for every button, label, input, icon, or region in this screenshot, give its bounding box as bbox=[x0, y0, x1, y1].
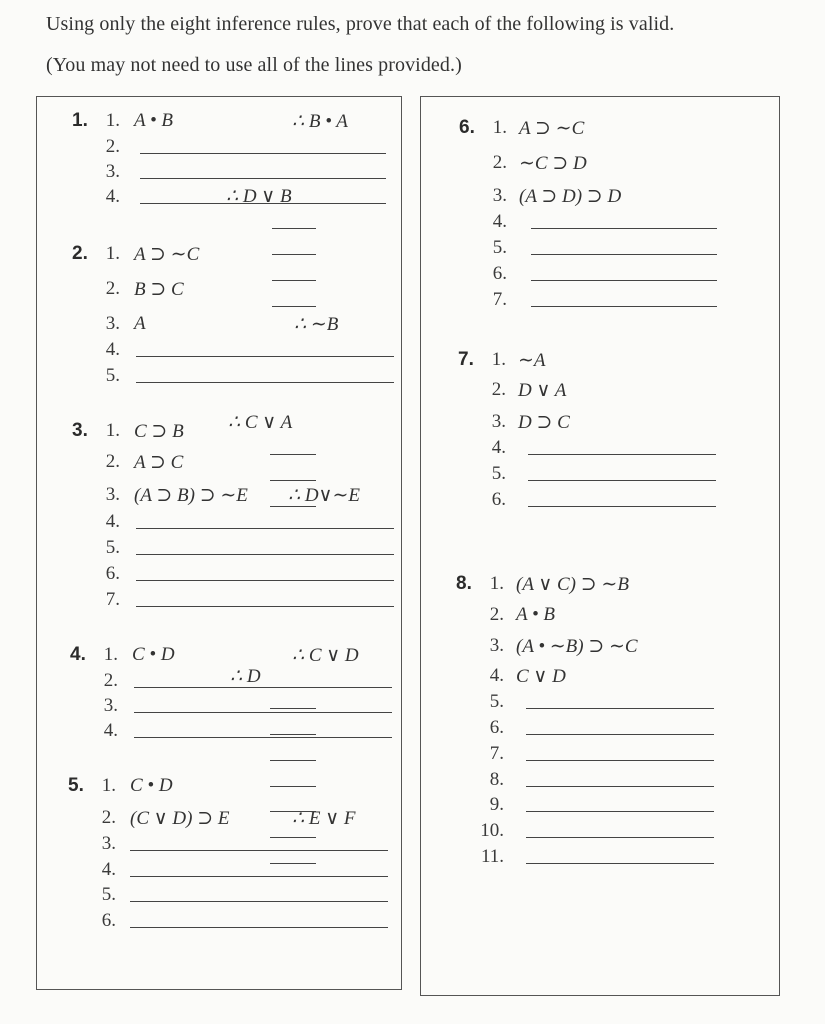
line-number: 2. bbox=[491, 379, 506, 400]
step-justification-blank[interactable] bbox=[349, 580, 386, 581]
proof-step-blank bbox=[456, 691, 786, 715]
line-number: 3. bbox=[489, 635, 504, 656]
premise-line bbox=[459, 117, 789, 141]
line-number: 1. bbox=[103, 644, 118, 665]
step-justification-blank[interactable] bbox=[272, 228, 316, 229]
premise-line bbox=[72, 484, 402, 508]
premise-text: C ⊃ B bbox=[134, 421, 184, 442]
line-number: 7. bbox=[105, 589, 120, 610]
step-justification-blank[interactable] bbox=[344, 901, 382, 902]
premise-text: A ⊃ ∼C bbox=[134, 244, 200, 265]
step-answer-blank[interactable] bbox=[140, 153, 370, 154]
instructions-line-2: (You may not need to use all of the lines provided.) bbox=[46, 54, 462, 76]
line-number: 5. bbox=[105, 365, 120, 386]
step-justification-blank[interactable] bbox=[349, 606, 386, 607]
premise-line bbox=[456, 604, 786, 628]
line-number: 1. bbox=[491, 349, 506, 370]
problem-number: 3. bbox=[72, 420, 88, 441]
premise-text: ∼C ⊃ D bbox=[519, 153, 587, 174]
proof-step-blank bbox=[72, 589, 402, 613]
line-number: 6. bbox=[492, 263, 507, 284]
step-justification-blank[interactable] bbox=[349, 382, 386, 383]
line-number: 6. bbox=[489, 717, 504, 738]
step-justification-blank[interactable] bbox=[270, 837, 316, 838]
premise-text: D ∨ A bbox=[518, 380, 567, 401]
step-answer-blank[interactable] bbox=[531, 254, 717, 255]
proof-step-blank bbox=[456, 794, 786, 818]
problem-number: 5. bbox=[68, 775, 84, 796]
premise-text: A ⊃ ∼C bbox=[519, 118, 585, 139]
line-number: 3. bbox=[105, 484, 120, 505]
premise-text: ∼A bbox=[518, 350, 546, 371]
line-number: 1. bbox=[489, 573, 504, 594]
step-justification-blank[interactable] bbox=[349, 712, 386, 713]
premise-text: (A ⊃ D) ⊃ D bbox=[519, 186, 622, 207]
proof-step-blank bbox=[68, 833, 398, 857]
line-number: 2. bbox=[105, 451, 120, 472]
problem-number: 2. bbox=[72, 243, 88, 264]
step-justification-blank[interactable] bbox=[270, 454, 316, 455]
step-justification-blank[interactable] bbox=[270, 734, 316, 735]
conclusion-text: ∴ D ∨ B bbox=[226, 186, 292, 207]
line-number: 1. bbox=[105, 110, 120, 131]
step-justification-blank[interactable] bbox=[350, 203, 386, 204]
conclusion-text: ∴ ∼B bbox=[294, 314, 339, 335]
premise-line bbox=[72, 110, 402, 134]
problem-number: 6. bbox=[459, 117, 475, 138]
line-number: 2. bbox=[105, 136, 120, 157]
premise-line bbox=[228, 411, 788, 435]
line-number: 3. bbox=[101, 833, 116, 854]
line-number: 10. bbox=[480, 820, 504, 841]
step-justification-blank[interactable] bbox=[349, 356, 386, 357]
proof-step-blank bbox=[72, 365, 402, 389]
step-answer-blank[interactable] bbox=[531, 306, 717, 307]
line-number: 7. bbox=[492, 289, 507, 310]
step-justification-blank[interactable] bbox=[350, 153, 386, 154]
step-justification-blank[interactable] bbox=[344, 850, 382, 851]
instructions-line-1: Using only the eight inference rules, prove that each of the following is valid. bbox=[46, 13, 675, 35]
premise-line bbox=[72, 313, 402, 337]
problem-number: 7. bbox=[458, 349, 474, 370]
premise-text: C ∨ D bbox=[516, 666, 566, 687]
proof-step-blank bbox=[458, 437, 788, 461]
step-justification-blank[interactable] bbox=[270, 480, 316, 481]
conclusion-text: ∴ D bbox=[230, 666, 261, 687]
proof-step-blank bbox=[456, 820, 786, 844]
premise-line bbox=[226, 185, 789, 209]
premise-line bbox=[68, 775, 398, 799]
premise-text: (A ∨ C) ⊃ ∼B bbox=[516, 574, 629, 595]
premise-line bbox=[458, 379, 788, 403]
proof-step-blank bbox=[456, 717, 786, 741]
premise-text: A ⊃ C bbox=[134, 452, 184, 473]
proof-step-blank bbox=[72, 161, 402, 185]
step-justification-blank[interactable] bbox=[272, 280, 316, 281]
premise-line bbox=[458, 349, 788, 373]
premise-line bbox=[456, 635, 786, 659]
premise-text: C • D bbox=[130, 775, 173, 796]
line-number: 4. bbox=[103, 720, 118, 741]
line-number: 6. bbox=[105, 563, 120, 584]
step-answer-blank[interactable] bbox=[526, 708, 714, 709]
step-answer-blank[interactable] bbox=[531, 228, 717, 229]
line-number: 2. bbox=[105, 278, 120, 299]
proof-step-blank bbox=[68, 910, 398, 934]
step-justification-blank[interactable] bbox=[270, 760, 316, 761]
proof-step-blank bbox=[72, 339, 402, 363]
step-answer-blank[interactable] bbox=[526, 811, 714, 812]
line-number: 11. bbox=[480, 846, 504, 867]
proof-step-blank bbox=[68, 884, 398, 908]
line-number: 4. bbox=[101, 859, 116, 880]
premise-line bbox=[456, 573, 786, 597]
line-number: 4. bbox=[492, 211, 507, 232]
premise-text: D ⊃ C bbox=[518, 412, 570, 433]
conclusion-text: ∴ D∨∼E bbox=[288, 485, 360, 506]
line-number: 4. bbox=[105, 186, 120, 207]
premise-line bbox=[230, 665, 786, 689]
line-number: 2. bbox=[101, 807, 116, 828]
line-number: 5. bbox=[105, 537, 120, 558]
line-number: 1. bbox=[101, 775, 116, 796]
proof-step-blank bbox=[68, 859, 398, 883]
line-number: 4. bbox=[105, 511, 120, 532]
premise-line bbox=[72, 278, 402, 302]
step-answer-blank[interactable] bbox=[140, 178, 370, 179]
line-number: 3. bbox=[105, 161, 120, 182]
line-number: 2. bbox=[489, 604, 504, 625]
line-number: 5. bbox=[491, 463, 506, 484]
step-answer-blank[interactable] bbox=[526, 760, 714, 761]
problem-number: 4. bbox=[70, 644, 86, 665]
proof-step-blank bbox=[459, 263, 789, 287]
step-answer-blank[interactable] bbox=[526, 863, 714, 864]
step-justification-blank[interactable] bbox=[270, 811, 316, 812]
step-answer-blank[interactable] bbox=[528, 454, 716, 455]
premise-line bbox=[72, 451, 402, 475]
step-justification-blank[interactable] bbox=[270, 708, 316, 709]
conclusion-text: ∴ B • A bbox=[292, 111, 348, 132]
line-number: 1. bbox=[105, 420, 120, 441]
line-number: 2. bbox=[103, 670, 118, 691]
line-number: 1. bbox=[105, 243, 120, 264]
premise-text: C • D bbox=[132, 644, 175, 665]
proof-step-blank bbox=[459, 237, 789, 261]
proof-step-blank bbox=[456, 846, 786, 870]
step-justification-blank[interactable] bbox=[272, 306, 316, 307]
step-justification-blank[interactable] bbox=[349, 737, 386, 738]
line-number: 6. bbox=[101, 910, 116, 931]
line-number: 3. bbox=[103, 695, 118, 716]
step-justification-blank[interactable] bbox=[344, 876, 382, 877]
step-answer-blank[interactable] bbox=[531, 280, 717, 281]
step-answer-blank[interactable] bbox=[526, 837, 714, 838]
line-number: 6. bbox=[491, 489, 506, 510]
line-number: 3. bbox=[491, 411, 506, 432]
premise-line bbox=[459, 152, 789, 176]
conclusion-text: ∴ C ∨ D bbox=[292, 645, 359, 666]
problem-number: 1. bbox=[72, 110, 88, 131]
proof-step-blank bbox=[458, 489, 788, 513]
step-answer-blank[interactable] bbox=[526, 786, 714, 787]
line-number: 3. bbox=[105, 313, 120, 334]
proof-step-blank bbox=[72, 563, 402, 587]
step-justification-blank[interactable] bbox=[344, 927, 382, 928]
premise-text: B ⊃ C bbox=[134, 279, 184, 300]
conclusion-text: ∴ E ∨ F bbox=[292, 808, 356, 829]
premise-line bbox=[72, 243, 402, 267]
proof-step-blank bbox=[70, 720, 400, 744]
premise-text: A • B bbox=[516, 604, 556, 625]
line-number: 5. bbox=[489, 691, 504, 712]
proof-step-blank bbox=[72, 511, 402, 535]
step-justification-blank[interactable] bbox=[349, 528, 386, 529]
line-number: 1. bbox=[492, 117, 507, 138]
line-number: 9. bbox=[489, 794, 504, 815]
proof-step-blank bbox=[456, 769, 786, 793]
proof-step-blank bbox=[70, 695, 400, 719]
proof-step-blank bbox=[72, 136, 402, 160]
line-number: 7. bbox=[489, 743, 504, 764]
step-justification-blank[interactable] bbox=[270, 786, 316, 787]
premise-line bbox=[68, 807, 398, 831]
step-justification-blank[interactable] bbox=[350, 178, 386, 179]
line-number: 5. bbox=[101, 884, 116, 905]
step-answer-blank[interactable] bbox=[528, 480, 716, 481]
line-number: 3. bbox=[492, 185, 507, 206]
step-answer-blank[interactable] bbox=[526, 734, 714, 735]
premise-text: (A ⊃ B) ⊃ ∼E bbox=[134, 485, 248, 506]
proof-step-blank bbox=[456, 743, 786, 767]
line-number: 4. bbox=[105, 339, 120, 360]
line-number: 4. bbox=[489, 665, 504, 686]
step-justification-blank[interactable] bbox=[272, 254, 316, 255]
step-justification-blank[interactable] bbox=[270, 863, 316, 864]
premise-text: A bbox=[134, 313, 146, 334]
conclusion-text: ∴ C ∨ A bbox=[228, 412, 293, 433]
step-justification-blank[interactable] bbox=[270, 506, 316, 507]
line-number: 4. bbox=[491, 437, 506, 458]
line-number: 2. bbox=[492, 152, 507, 173]
step-justification-blank[interactable] bbox=[349, 554, 386, 555]
problem-number: 8. bbox=[456, 573, 472, 594]
premise-text: (A • ∼B) ⊃ ∼C bbox=[516, 636, 638, 657]
step-answer-blank[interactable] bbox=[528, 506, 716, 507]
proof-step-blank bbox=[459, 289, 789, 313]
proof-step-blank bbox=[459, 211, 789, 235]
proof-step-blank bbox=[458, 463, 788, 487]
line-number: 8. bbox=[489, 769, 504, 790]
step-justification-blank[interactable] bbox=[349, 687, 386, 688]
line-number: 5. bbox=[492, 237, 507, 258]
premise-text: (C ∨ D) ⊃ E bbox=[130, 808, 230, 829]
premise-text: A • B bbox=[134, 110, 174, 131]
proof-step-blank bbox=[72, 537, 402, 561]
